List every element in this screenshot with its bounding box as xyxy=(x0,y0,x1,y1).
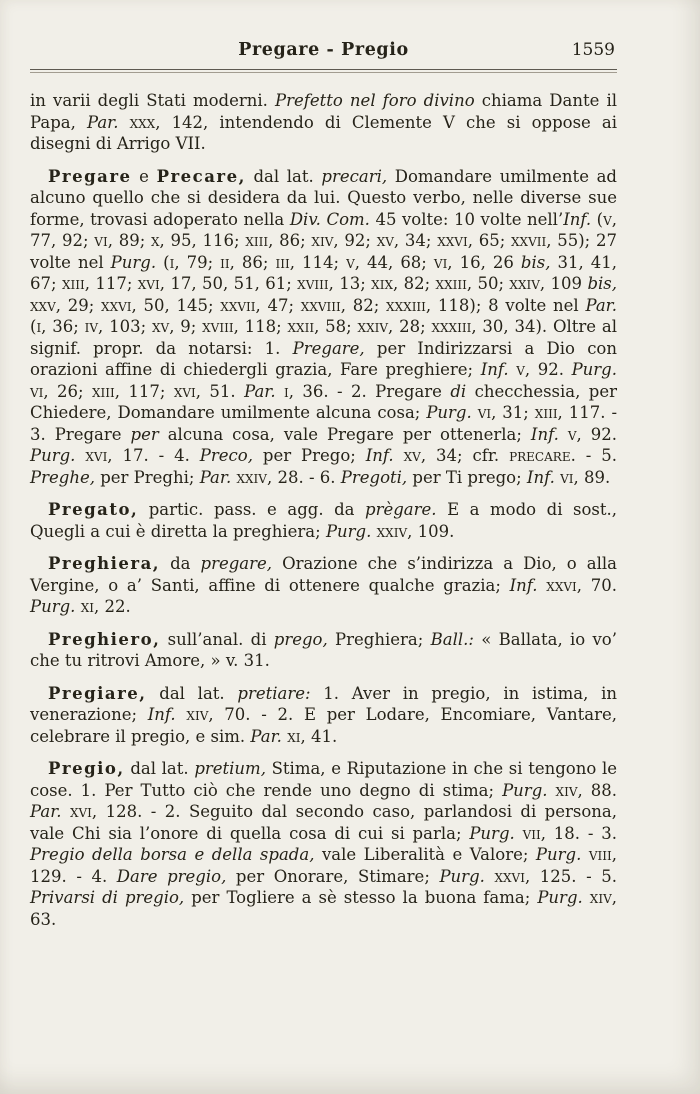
text-segment: v, 92. xyxy=(516,360,564,379)
text-segment: - 2. Pregare xyxy=(328,381,451,401)
text-segment: Purg. xyxy=(110,252,157,272)
text-segment: dal lat. xyxy=(146,683,238,703)
text-segment xyxy=(236,382,244,401)
text-segment: Preghe, xyxy=(30,467,95,487)
text-segment: dal lat. xyxy=(124,759,195,778)
text-segment: di xyxy=(450,381,467,401)
text-segment: xvi, 17. xyxy=(85,446,149,465)
text-segment: precare. xyxy=(509,446,576,465)
text-segment: da xyxy=(160,554,201,573)
text-segment: Preghiera, xyxy=(48,554,161,573)
text-segment: partic. pass. e agg. da xyxy=(138,500,366,519)
text-segment: chiama Dante il Papa, xyxy=(30,91,618,132)
text-segment: cfr. xyxy=(462,446,510,465)
text-segment xyxy=(583,888,590,907)
text-segment: ); 8 volte nel xyxy=(469,295,586,315)
text-segment: Purg. xyxy=(535,845,582,864)
text-segment: - 6. xyxy=(303,467,341,487)
text-segment: Par. xyxy=(199,467,232,487)
text-segment: sull’anal. di xyxy=(160,629,274,649)
text-segment: Pregato, xyxy=(48,500,139,519)
dictionary-paragraph xyxy=(30,683,617,748)
text-segment: Par. xyxy=(244,381,276,401)
dictionary-paragraph xyxy=(30,553,617,618)
text-segment: e xyxy=(131,166,157,186)
text-segment: E a modo di sost., Quegli a cui è diretta la preghiera; xyxy=(30,500,617,541)
text-segment: prègare. xyxy=(365,500,437,519)
text-segment: xvi, 128. xyxy=(69,802,143,821)
text-segment: Inf. xyxy=(480,360,509,379)
text-segment: per Togliere a sè stesso la buona fama; xyxy=(184,888,538,907)
text-segment xyxy=(538,576,547,595)
text-segment: xv, 34; xyxy=(403,446,463,465)
text-segment: - 4. xyxy=(66,866,117,886)
text-segment: 31, 41, 67; xiii, 117; xvi, 17, 50, 51, 61; xviii, 13; xix, 82; xxiii, 50; xxiv, 109 xyxy=(30,252,617,293)
text-segment: xiv, 63. xyxy=(30,888,617,929)
text-segment: per Indirizzarsi a Dio con orazioni affine di chiedergli grazia, Fare preghiere; xyxy=(30,338,617,379)
text-segment: Orazione che s’indirizza a Dio, o alla Vergine, o a’ Santi, affine di ottenere qualche grazia; xyxy=(30,554,618,595)
text-segment: Purg. xyxy=(30,597,76,616)
running-title: Pregare - Pregio xyxy=(238,40,409,60)
text-segment xyxy=(515,824,523,843)
text-segment: Dare pregio, xyxy=(116,866,227,886)
text-segment: vii, 18. xyxy=(522,823,581,843)
text-segment: Div. Com. xyxy=(289,209,370,229)
text-segment: per Prego; xyxy=(252,446,366,465)
dictionary-paragraph xyxy=(30,629,617,672)
text-segment: Privarsi di pregio, xyxy=(30,888,185,907)
text-segment: Par. xyxy=(585,295,617,315)
text-segment: Inf. xyxy=(526,467,555,487)
text-segment: v, 92. xyxy=(567,424,617,444)
dictionary-paragraph xyxy=(30,90,617,155)
text-segment xyxy=(276,382,284,401)
text-segment: vi, 89. xyxy=(560,467,611,487)
text-segment: - 5. xyxy=(575,446,617,465)
page-header xyxy=(30,40,617,64)
text-block xyxy=(30,40,617,930)
text-segment: - 3. Pregare xyxy=(30,403,618,444)
text-segment xyxy=(559,425,568,444)
text-segment: Domandare umilmente ad alcuno quello che si desidera da lui. Questo verbo, nelle diverse sue forme, trovasi adoperato nella xyxy=(30,166,617,229)
page-body xyxy=(30,90,617,930)
text-segment xyxy=(394,446,404,465)
dictionary-paragraph xyxy=(30,166,617,489)
text-segment: Par. xyxy=(250,726,282,746)
text-segment: Pregio, xyxy=(48,759,125,778)
text-segment: xxiv, 28. xyxy=(236,467,304,487)
text-segment: Par. xyxy=(86,112,119,132)
text-segment: Preghiera; xyxy=(327,629,431,649)
text-segment: Inf. xyxy=(365,446,394,465)
text-segment: per Preghi; xyxy=(94,467,200,487)
text-segment: per Ti prego; xyxy=(407,467,527,487)
text-segment: Inf. xyxy=(147,705,176,724)
text-segment: « Ballata, io vo’ che tu ritrovi Amore, » v. 31. xyxy=(30,629,617,670)
text-segment: vi, 26; xiii, 117; xvi, 51. xyxy=(30,381,236,401)
text-segment: pretium, xyxy=(194,759,266,778)
text-segment: - 4. xyxy=(148,446,200,465)
text-segment xyxy=(548,781,556,800)
text-segment: vale Liberalità e Valore; xyxy=(314,845,536,864)
dictionary-paragraph xyxy=(30,499,617,542)
text-segment: viii, 129. xyxy=(30,845,617,886)
text-segment: pretiare: xyxy=(237,683,311,703)
text-segment: alcuna cosa, vale Pregare per ottenerla; xyxy=(158,424,531,444)
text-segment: - 2. Seguito dal secondo caso, parlandosi di persona, vale Chi sia l’onore di quella cosa di cui si parla; xyxy=(30,802,618,843)
text-segment: ( xyxy=(591,209,604,229)
text-segment: Inf. xyxy=(509,575,538,595)
text-segment: Purg. xyxy=(426,403,472,422)
text-segment: xxvi, 70. xyxy=(546,575,617,595)
text-segment xyxy=(118,113,129,132)
header-rule xyxy=(30,69,617,73)
text-segment: ( xyxy=(156,252,170,272)
text-segment: - 5. xyxy=(576,866,617,886)
text-segment: i, 79; ii, 86; iii, 114; v, 44, 68; vi, 16, 26 xyxy=(169,252,521,272)
text-segment: 45 volte: 10 volte nell’ xyxy=(369,209,564,229)
text-segment: Pregiare, xyxy=(48,683,147,703)
text-segment: in varii degli Stati moderni. xyxy=(30,91,276,110)
text-segment: Pregio della borsa e della spada, xyxy=(30,845,315,864)
text-segment xyxy=(581,845,589,864)
text-segment xyxy=(176,705,187,724)
text-segment: Stima, e Riputazione in che si tengono le cose. 1. Per Tutto ciò che rende uno degno di stima; xyxy=(30,759,617,800)
text-segment: v, 77, 92; vi, 89; x, 95, 116; xiii, 86; xiv, 92; xv, 34; xxvi, 65; xxvii, 55 xyxy=(30,209,618,250)
text-segment xyxy=(75,446,85,465)
text-segment: Pregoti, xyxy=(340,467,408,487)
text-segment: i, 36. xyxy=(284,381,329,401)
text-segment: ). Oltre al signif. propr. da notarsi: 1. xyxy=(30,317,618,358)
dictionary-paragraph xyxy=(30,758,617,930)
page-number: 1559 xyxy=(571,40,615,60)
text-segment: Purg. xyxy=(571,360,617,379)
text-segment: Pregare xyxy=(48,166,132,186)
text-segment: xiv, 88. xyxy=(555,780,618,800)
text-segment: intendendo di Clemente V che si oppose ai disegni di Arrigo VII. xyxy=(30,112,618,153)
text-segment: bis, xyxy=(520,252,551,272)
text-segment: precari, xyxy=(321,166,388,186)
text-segment: Purg. xyxy=(30,446,76,465)
text-segment: i, 36; iv, 103; xv, 9; xviii, 118; xxii, 58; xxiv, 28; xxxiii, 30, 34 xyxy=(36,317,536,336)
text-segment: - 2. E per Lodare, Encomiare, Vantare, celebrare il pregio, e sim. xyxy=(30,705,617,746)
text-segment: Inf. xyxy=(563,209,592,229)
text-segment: Purg. xyxy=(502,780,548,800)
text-segment: Purg. xyxy=(469,823,515,843)
text-segment: ( xyxy=(30,317,37,336)
text-segment: vi, 31; xiii, 117. xyxy=(477,403,606,422)
text-segment: Prefetto nel foro divino xyxy=(275,91,475,110)
text-segment: pregare, xyxy=(200,554,273,573)
text-segment: Purg. xyxy=(325,521,372,541)
text-segment xyxy=(564,360,572,379)
text-segment: xiv, 70. xyxy=(186,705,251,724)
text-segment: per Onorare, Stimare; xyxy=(226,866,440,886)
text-segment: Par. xyxy=(30,802,62,821)
text-segment: Purg. xyxy=(439,866,485,886)
text-segment: Preco, xyxy=(199,446,253,465)
text-segment: Pregare, xyxy=(292,338,365,358)
text-segment: - 3. xyxy=(580,823,617,843)
text-segment: Ball.: xyxy=(430,629,474,649)
text-segment: checchessia, per Chiedere, Domandare umilmente alcuna cosa; xyxy=(30,381,617,422)
text-segment: bis, xyxy=(587,274,617,293)
text-segment: dal lat. xyxy=(245,166,322,186)
text-segment: xxx, 142, xyxy=(129,112,209,132)
text-segment: per xyxy=(130,424,159,444)
text-segment: xxv, 29; xxvi, 50, 145; xxvii, 47; xxviii, 82; xxxiii, 118 xyxy=(30,295,470,315)
text-segment xyxy=(62,802,70,821)
text-segment: xi, 41. xyxy=(287,726,338,746)
text-segment: 1. Aver in pregio, in istima, in venerazione; xyxy=(30,683,617,724)
text-segment: Inf. xyxy=(530,424,559,444)
text-segment: xi, 22. xyxy=(80,597,131,616)
text-segment: ); 27 volte nel xyxy=(30,231,617,272)
text-segment: Preghiero, xyxy=(48,629,161,649)
text-segment: xxiv, 109. xyxy=(376,521,455,541)
text-segment: Purg. xyxy=(537,888,583,907)
text-segment: prego, xyxy=(273,629,328,649)
text-segment: Precare, xyxy=(156,166,246,186)
text-segment: xxvi, 125. xyxy=(494,866,577,886)
